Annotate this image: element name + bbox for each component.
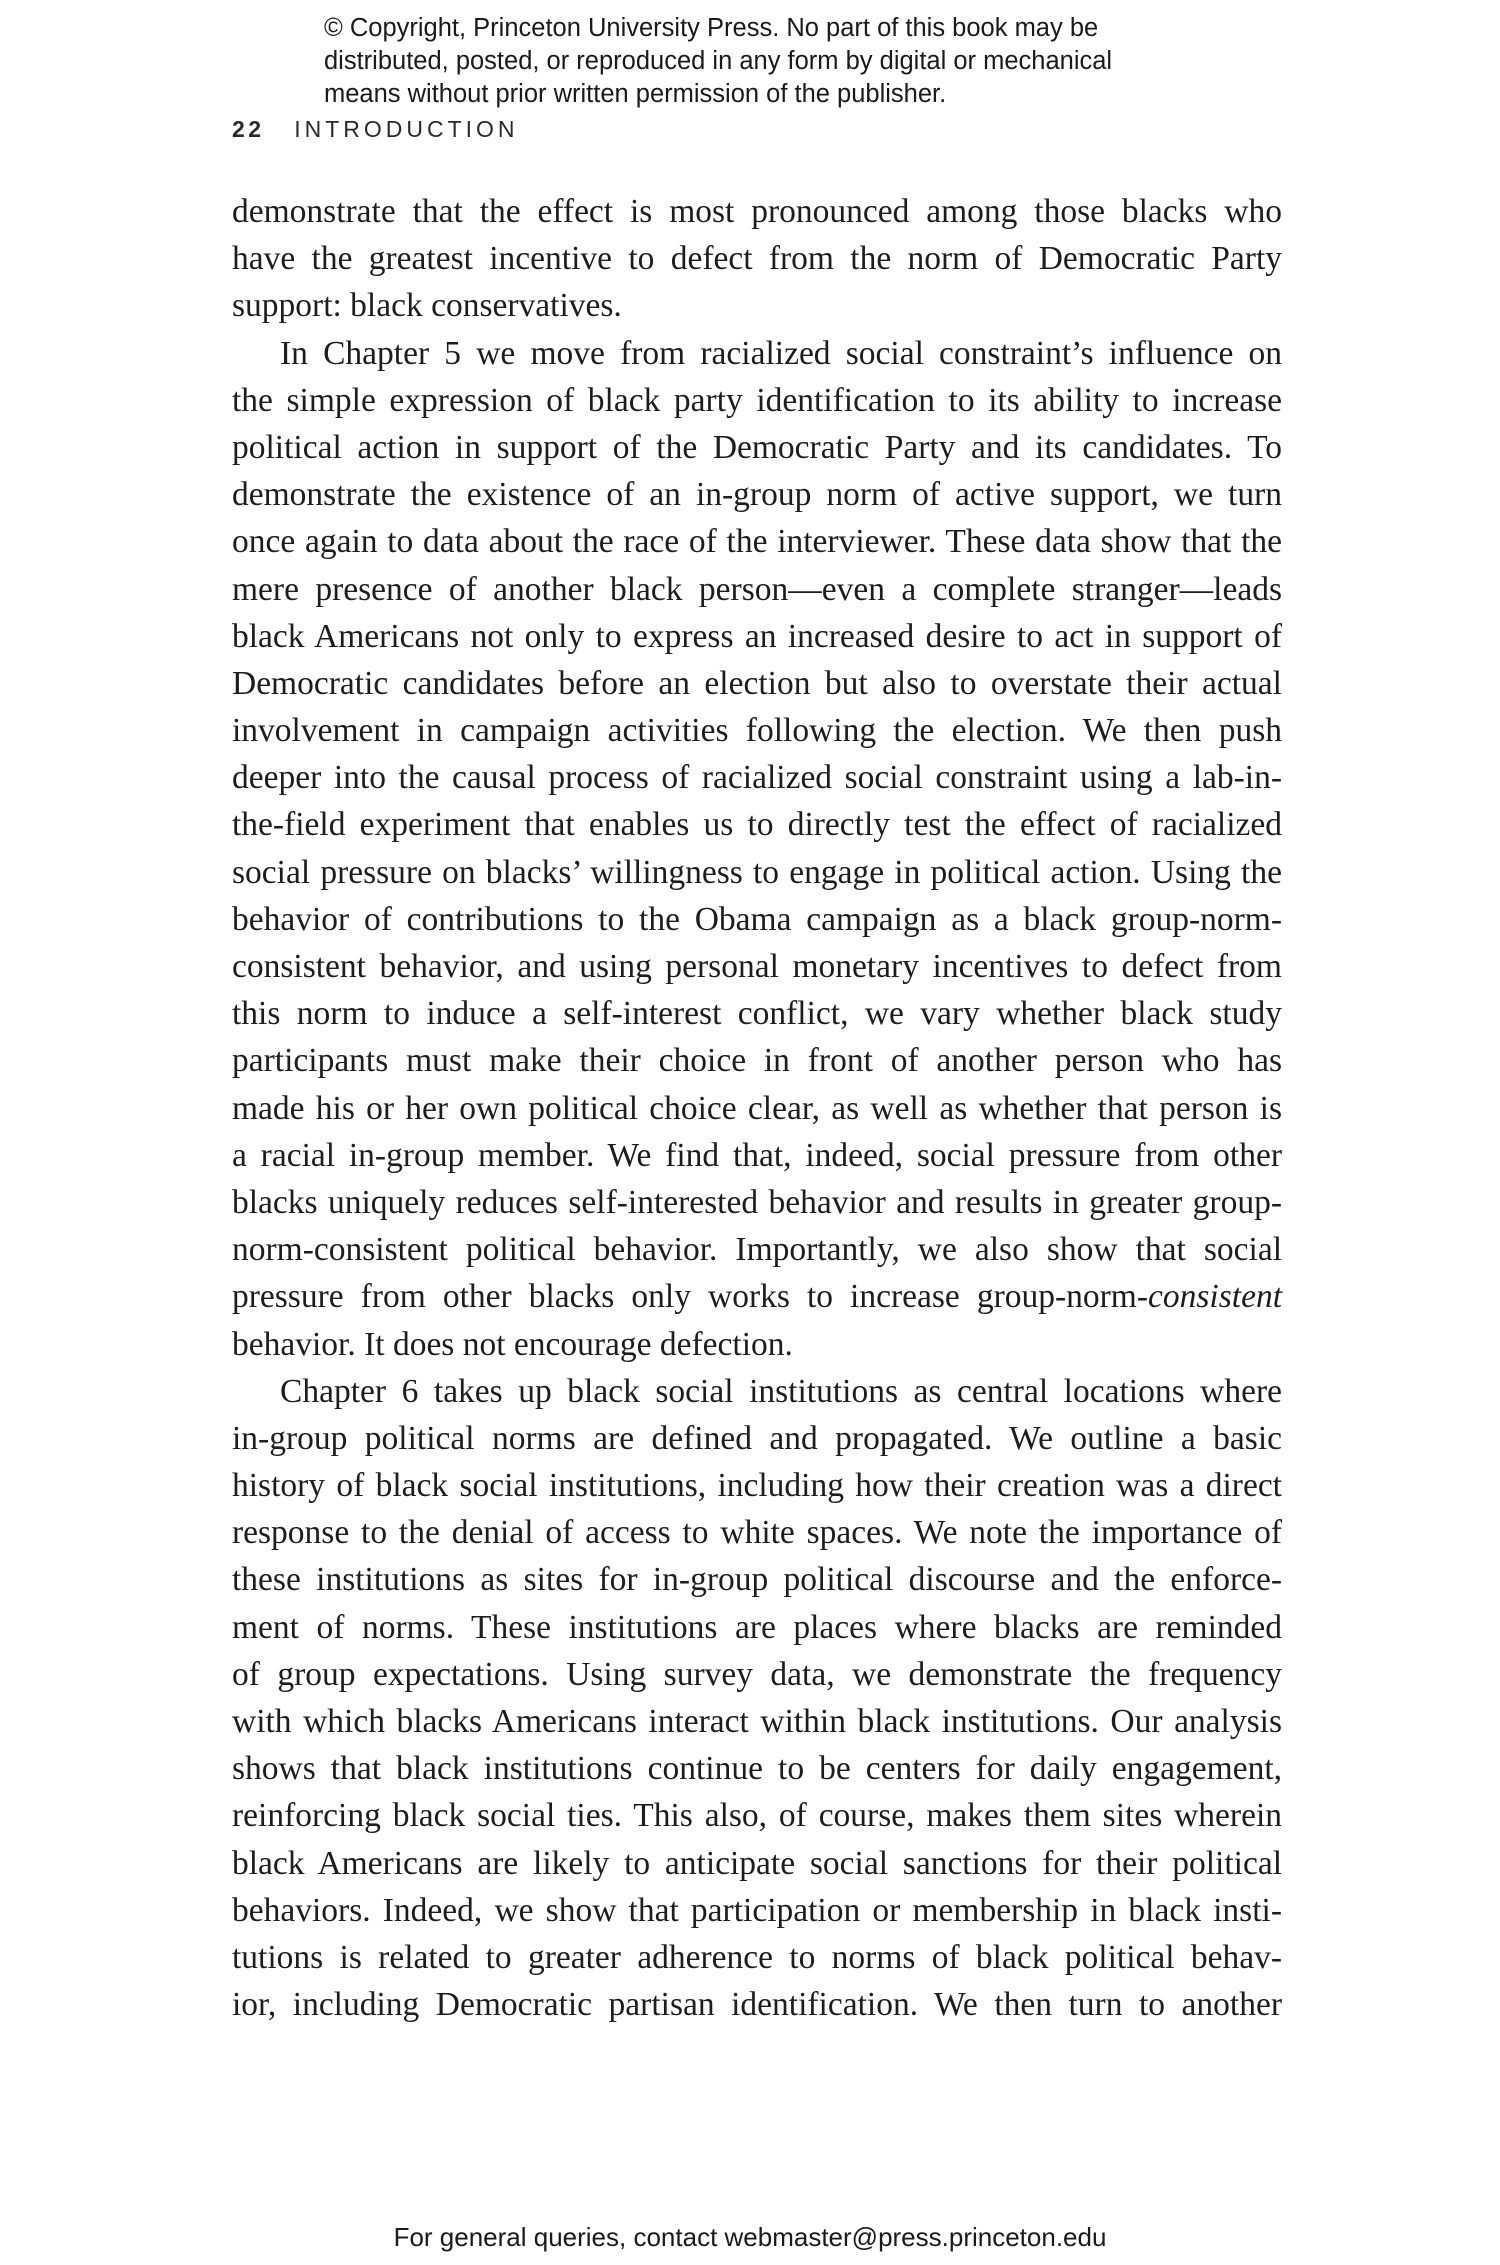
copyright-line: distributed, posted, or reproduced in any form by digital or mechanical [324,47,1113,75]
text-line: shows that black institutions continue to be centers for daily engagement, [232,1750,1282,1788]
text-line-with-italic [232,1273,1282,1320]
page-number: 22 [232,116,265,142]
text-line: the-field experiment that enables us to directly test the effect of racialized [232,806,1282,844]
text-line: consistent behavior, and using personal monetary incentives to defect from [232,948,1282,985]
text-line: a racial in-group member. We find that, indeed, social pressure from other [232,1136,1282,1174]
text-line: participants must make their choice in front of another person who has [232,1042,1282,1080]
section-title: INTRODUCTION [294,116,519,142]
text-line: response to the denial of access to white spaces. We note the importance of [232,1514,1282,1552]
text-line: behavior of contributions to the Obama campaign as a black group-norm- [232,900,1282,938]
text-line: involvement in campaign activities following the election. We then push [232,712,1282,750]
copyright-notice [324,12,1224,111]
text-line: In Chapter 5 we move from racialized social constraint’s influence on [280,334,1282,372]
text-line: behaviors. Indeed, we show that participation or membership in black insti- [232,1891,1282,1929]
text-line: social pressure on blacks’ willingness to engage in political action. Using the [232,853,1282,891]
footer-contact: For general queries, contact webmaster@press.princeton.edu [393,2222,1107,2252]
text-line: political action in support of the Democratic Party and its candidates. To [232,428,1282,466]
text-line: blacks uniquely reduces self-interested behavior and results in greater group- [232,1183,1282,1221]
text-line: with which blacks Americans interact within black institutions. Our analysis [232,1703,1282,1740]
text-line: ior, including Democratic partisan identification. We then turn to another [232,1986,1282,2024]
text-line: ment of norms. These institutions are places where blacks are reminded [232,1608,1282,1646]
copyright-line: © Copyright, Princeton University Press. No part of this book may be [324,14,1099,42]
text-line: history of black social institutions, including how their creation was a direct [232,1467,1282,1505]
text-line: Democratic candidates before an election but also to overstate their actual [232,664,1282,702]
text-line: behavior. It does not encourage defection. [232,1325,793,1363]
text-line: support: black conservatives. [232,287,622,325]
text-line: deeper into the causal process of racialized social constraint using a lab-in- [232,759,1282,797]
italic-emphasis: consistent [1148,1278,1282,1316]
text-line: tutions is related to greater adherence to norms of black political behav- [232,1938,1282,1976]
body-text [232,188,1282,2028]
text-line: this norm to induce a self-interest conflict, we vary whether black study [232,995,1282,1033]
text-line: of group expectations. Using survey data, we demonstrate the frequency [232,1655,1282,1693]
text-line: the simple expression of black party identification to its ability to increase [232,381,1282,419]
text-line: in-group political norms are defined and propagated. We outline a basic [232,1419,1282,1457]
text-line: black Americans are likely to anticipate social sanctions for their political [232,1844,1282,1882]
text-line: have the greatest incentive to defect from the norm of Democratic Party [232,240,1282,278]
text-line: demonstrate the existence of an in-group norm of active support, we turn [232,476,1282,514]
text-line: Chapter 6 takes up black social institutions as central locations where [280,1372,1282,1410]
running-head [232,116,519,143]
text-line: once again to data about the race of the interviewer. These data show that the [232,523,1282,561]
text-line: demonstrate that the effect is most pronounced among those blacks who [232,193,1282,230]
text-line: reinforcing black social ties. This also, of course, makes them sites wherein [232,1797,1282,1835]
text-line: made his or her own political choice clear, as well as whether that person is [232,1089,1282,1127]
copyright-line: means without prior written permission of the publisher. [324,80,947,108]
text-line: these institutions as sites for in-group political discourse and the enforce- [232,1561,1282,1599]
text-segment: pressure from other blacks only works to increase group-norm- [232,1278,1149,1316]
text-line: norm-consistent political behavior. Importantly, we also show that social [232,1231,1282,1269]
text-line: mere presence of another black person—even a complete stranger—leads [232,570,1282,608]
text-line: black Americans not only to express an increased desire to act in support of [232,617,1282,655]
